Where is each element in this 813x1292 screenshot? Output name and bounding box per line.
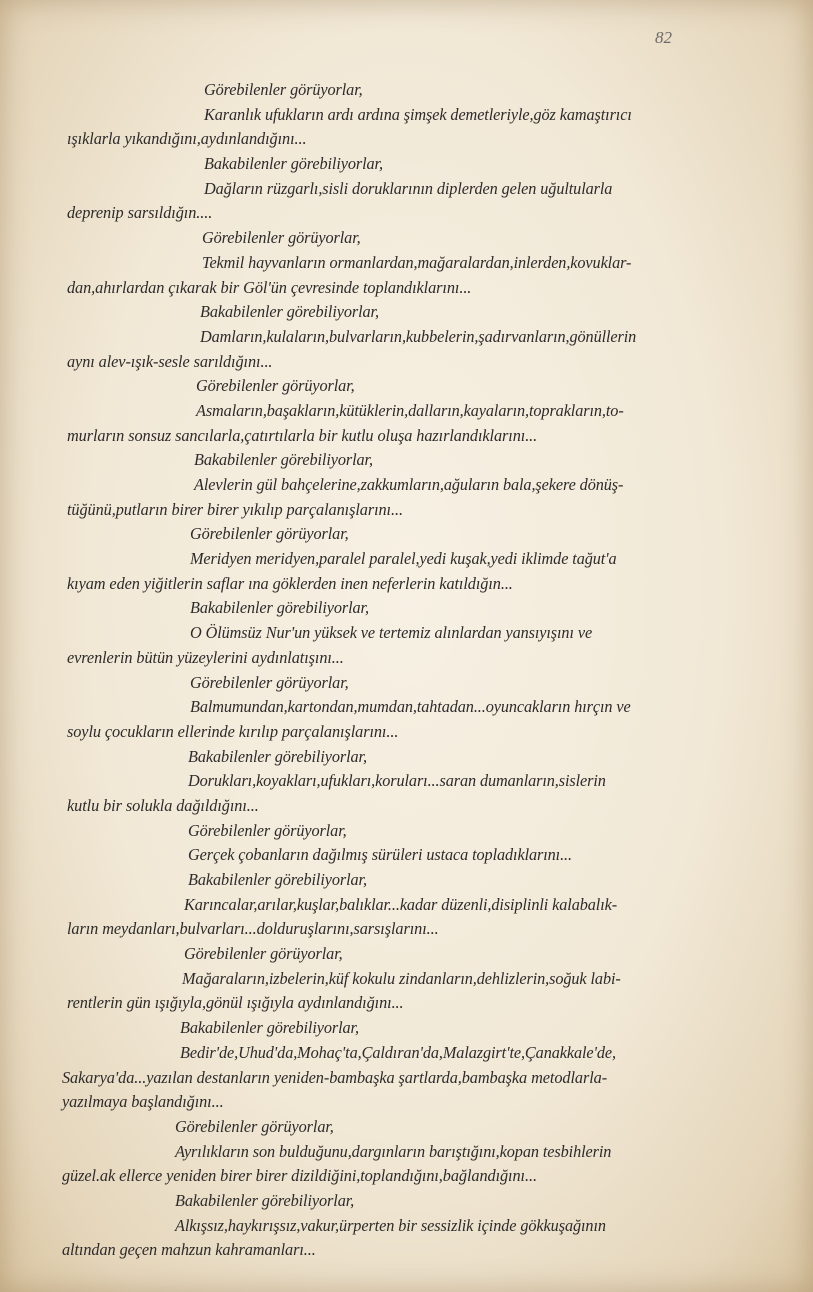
text-line: güzel.ak ellerce yeniden birer birer dizildiğini,toplandığını,bağlandığını...	[62, 1166, 537, 1186]
text-line: Bakabilenler görebiliyorlar,	[194, 450, 373, 470]
text-line: Bakabilenler görebiliyorlar,	[204, 154, 383, 174]
text-line: Bakabilenler görebiliyorlar,	[180, 1018, 359, 1038]
text-line: Görebilenler görüyorlar,	[204, 80, 363, 99]
text-line: Asmaların,başakların,kütüklerin,dalların,kayaların,toprakların,to-	[196, 400, 624, 420]
poem-text	[0, 78, 813, 1263]
text-line: yazılmaya başlandığını...	[62, 1092, 224, 1112]
text-line: Görebilenler görüyorlar,	[188, 820, 347, 840]
page-number: 82	[655, 28, 672, 47]
text-line: Görebilenler görüyorlar,	[184, 944, 343, 964]
text-line: Görebilenler görüyorlar,	[190, 672, 349, 692]
text-line: Tekmil hayvanların ormanlardan,mağaralardan,inlerden,kovuklar-	[202, 252, 632, 272]
text-line: evrenlerin bütün yüzeylerini aydınlatışını...	[67, 647, 344, 667]
text-line: Görebilenler görüyorlar,	[175, 1116, 334, 1136]
text-line: Meridyen meridyen,paralel paralel,yedi kuşak,yedi iklimde tağut'a	[190, 549, 617, 569]
text-line: ların meydanları,bulvarları...dolduruşlarını,sarsışlarını...	[67, 919, 439, 939]
text-line: tüğünü,putların birer birer yıkılıp parçalanışlarını...	[67, 499, 403, 519]
text-line: Görebilenler görüyorlar,	[196, 376, 355, 396]
text-line: Alkışsız,haykırışsız,vakur,ürperten bir sessizlik içinde gökkuşağının	[175, 1215, 606, 1235]
text-line: Karıncalar,arılar,kuşlar,balıklar...kadar düzenli,disiplinli kalabalık-	[184, 894, 618, 914]
text-line: ışıklarla yıkandığını,aydınlandığını...	[67, 129, 307, 149]
text-line: Dağların rüzgarlı,sisli doruklarının diplerden gelen uğultularla	[204, 178, 613, 198]
text-line: Ayrılıkların son bulduğunu,dargınların barıştığını,kopan tesbihlerin	[175, 1141, 612, 1161]
text-line: Bakabilenler görebiliyorlar,	[175, 1190, 355, 1210]
text-line: Alevlerin gül bahçelerine,zakkumların,ağuların bala,şekere dönüş-	[194, 475, 624, 494]
text-line: murların sonsuz sancılarla,çatırtılarla bir kutlu oluşa hazırlandıklarını...	[67, 425, 538, 445]
text-line: Görebilenler görüyorlar,	[202, 228, 361, 248]
text-line: altından geçen mahzun kahramanları...	[62, 1240, 316, 1260]
text-line: Bakabilenler görebiliyorlar,	[200, 302, 379, 322]
text-line: Damların,kulaların,bulvarların,kubbelerin,şadırvanların,gönüllerin	[200, 326, 637, 346]
text-line: O Ölümsüz Nur'un yüksek ve tertemiz alınlardan yansıyışını ve	[190, 623, 593, 643]
text-line: Dorukları,koyakları,ufukları,koruları...saran dumanların,sislerin	[188, 771, 606, 791]
text-line: Bakabilenler görebiliyorlar,	[190, 598, 369, 618]
text-line: Sakarya'da...yazılan destanların yeniden-bambaşka şartlarda,bambaşka metodlarla-	[62, 1067, 608, 1087]
text-line: deprenip sarsıldığın....	[67, 203, 213, 223]
text-line: rentlerin gün ışığıyla,gönül ışığıyla aydınlandığını...	[67, 993, 404, 1013]
text-line: soylu çocukların ellerinde kırılıp parçalanışlarını...	[67, 721, 399, 741]
text-line: Karanlık ufukların ardı ardına şimşek demetleriyle,göz kamaştırıcı	[204, 104, 632, 124]
text-line: Gerçek çobanların dağılmış sürüleri ustaca topladıklarını...	[188, 845, 572, 865]
text-line: Bakabilenler görebiliyorlar,	[188, 870, 367, 889]
text-line: Balmumundan,kartondan,mumdan,tahtadan...oyuncakların hırçın ve	[190, 697, 631, 717]
text-line: Bedir'de,Uhud'da,Mohaç'ta,Çaldıran'da,Malazgirt'te,Çanakkale'de,	[180, 1042, 617, 1062]
text-line: kıyam eden yiğitlerin saflar ına göklerden inen neferlerin katıldığın...	[67, 573, 513, 593]
text-line: Görebilenler görüyorlar,	[190, 524, 349, 544]
text-line: Mağaraların,izbelerin,küf kokulu zindanların,dehlizlerin,soğuk labi-	[182, 968, 621, 988]
text-line: aynı alev-ışık-sesle sarıldığını...	[67, 351, 273, 371]
text-line: dan,ahırlardan çıkarak bir Göl'ün çevresinde toplandıklarını...	[67, 277, 472, 297]
text-line: Bakabilenler görebiliyorlar,	[188, 746, 367, 766]
text-line: kutlu bir solukla dağıldığını...	[67, 795, 259, 815]
